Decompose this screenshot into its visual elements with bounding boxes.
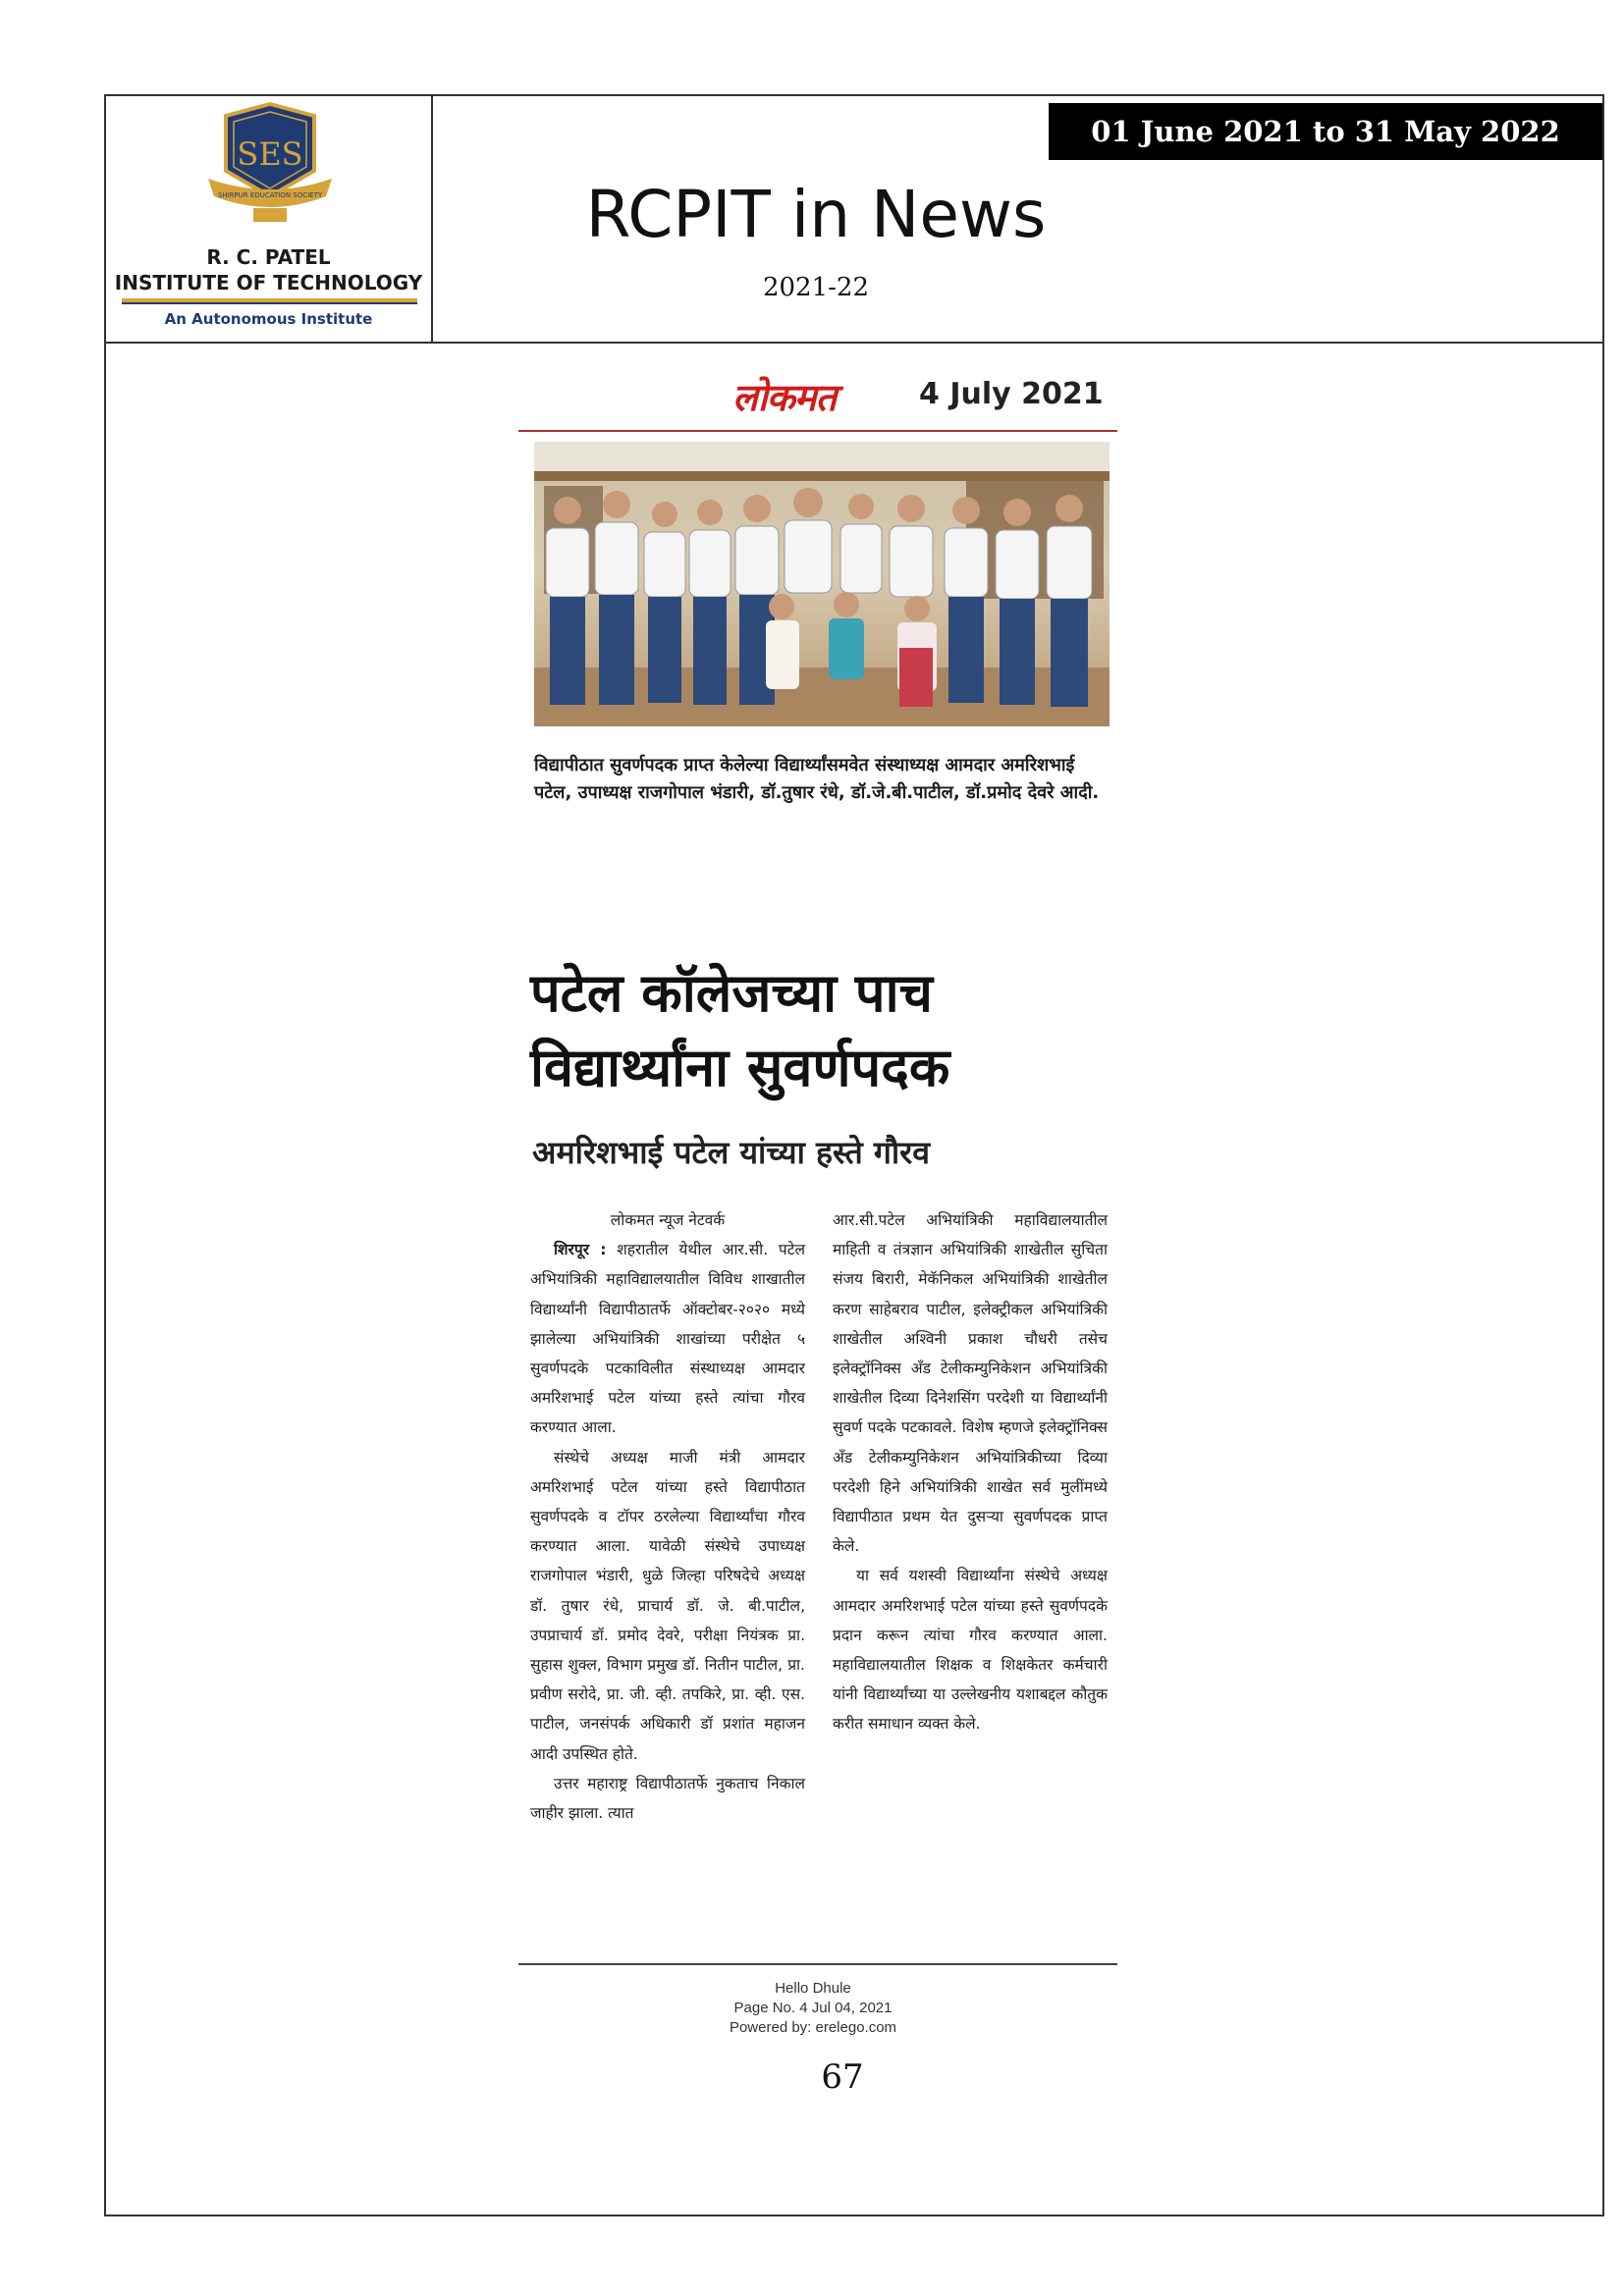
logo-line-2: INSTITUTE OF TECHNOLOGY bbox=[114, 271, 423, 294]
clipping-bottom-rule bbox=[518, 1963, 1117, 1965]
article-column-right bbox=[833, 1205, 1108, 1739]
header bbox=[106, 96, 1602, 344]
group-photo-illustration bbox=[534, 442, 1110, 726]
article-subhead: अमरिशभाई पटेल यांच्या हस्ते गौरव bbox=[532, 1134, 931, 1171]
article-paragraph: शहरातील येथील आर.सी. पटेल अभियांत्रिकी महाविद्यालयातील विविध शाखातील विद्यार्थ्यांनी विद्यापीठातर्फे ऑक्टोबर-२०२० मध्ये झालेल्या अभियांत्रिकी शाखांच्या परीक्षेत ५ सुवर्णपदके पटकाविलीत संस्थाध्यक्ष आमदार अमरिशभाई पटेल यांच्या हस्ते त्यांचा गौरव करण्यात आला. bbox=[530, 1241, 805, 1437]
newspaper-masthead: लोकमत bbox=[732, 376, 837, 419]
newspaper-date: 4 July 2021 bbox=[919, 377, 1104, 411]
article-paragraph: आर.सी.पटेल अभियांत्रिकी महाविद्यालयातील माहिती व तंत्रज्ञान अभियांत्रिकी शाखेतील सुचिता संजय बिरारी, मेकॅनिकल अभियांत्रिकी शाखेतील करण साहेबराव पाटील, इलेक्ट्रीकल अभियांत्रिकी शाखेतील अश्विनी प्रकाश चौधरी तसेच इलेक्ट्रॉनिक्स अँड टेलीकम्युनिकेशन अभियांत्रिकी शाखेतील दिव्या दिनेशसिंग परदेशी या विद्यार्थ्यांनी सुवर्ण पदके पटकावले. विशेष म्हणजे इलेक्ट्रॉनिक्स अँड टेलीकम्युनिकेशन अभियांत्रिकीच्या दिव्या परदेशी हिने अभियांत्रिकी शाखेत सर्व मुलींमध्ये विद्यापीठात प्रथम येत दुसऱ्या सुवर्णपदक प्राप्त केले. bbox=[833, 1211, 1108, 1556]
article-paragraph: संस्थेचे अध्यक्ष माजी मंत्री आमदार अमरिशभाई पटेल यांच्या हस्ते विद्यापीठात सुवर्णपदके व टॉपर ठरलेल्या विद्यार्थ्यांचा गौरव करण्यात आला. यावेळी संस्थेचे उपाध्यक्ष राजगोपाल भंडारी, धुळे जिल्हा परिषदेचे अध्यक्ष डॉ. तुषार रंधे, प्राचार्य डॉ. जे. बी.पाटील, उपप्राचार्य डॉ. प्रमोद देवरे, परीक्षा नियंत्रक प्रा. सुहास शुक्ल, विभाग प्रमुख डॉ. नितीन पाटील, प्रा. प्रवीण सरोदे, प्रा. जी. व्ही. तपकिरे, प्रा. व्ही. एस. पाटील, जनसंपर्क अधिकारी डॉ प्रशांत महाजन आदी उपस्थित होते. bbox=[530, 1448, 805, 1763]
logo-divider-navy bbox=[122, 302, 417, 304]
credit-edition: Hello Dhule bbox=[775, 1980, 851, 1997]
article-column-left bbox=[530, 1205, 805, 1828]
logo-line-1: R. C. PATEL bbox=[206, 245, 331, 269]
credit-page: Page No. 4 Jul 04, 2021 bbox=[733, 2000, 893, 2016]
masthead-rule bbox=[518, 430, 1117, 432]
clipping-credits bbox=[666, 1979, 960, 2038]
dateline-place: शिरपूर : bbox=[554, 1241, 607, 1259]
page-subtitle: 2021-22 bbox=[762, 273, 870, 302]
credit-powered: Powered by: erelego.com bbox=[729, 2019, 897, 2036]
photo-caption: विद्यापीठात सुवर्णपदक प्राप्त केलेल्या विद्यार्थ्यांसमवेत संस्थाध्यक्ष आमदार अमरिशभाई पटेल, उपाध्यक्ष राजगोपाल भंडारी, डॉ.तुषार रंधे, डॉ.जे.बी.पाटील, डॉ.प्रमोद देवरे आदी. bbox=[534, 755, 1100, 803]
page-number: 67 bbox=[821, 2057, 864, 2097]
logo-line-3: An Autonomous Institute bbox=[164, 310, 373, 328]
institute-logo bbox=[106, 96, 433, 342]
emblem-ribbon-text: SHIRPUR EDUCATION SOCIETY bbox=[217, 191, 323, 199]
ses-emblem-icon bbox=[196, 102, 344, 235]
article-paragraph: या सर्व यशस्वी विद्यार्थ्यांना संस्थेचे अध्यक्ष आमदार अमरिशभाई पटेल यांच्या हस्ते सुवर्णपदके प्रदान करून त्यांचा गौरव करण्यात आला. महाविद्यालयातील शिक्षक व शिक्षकेतर कर्मचारी यांनी विद्यार्थ्यांच्या या उल्लेखनीय यशाबद्दल कौतुक करीत समाधान व्यक्त केले. bbox=[833, 1567, 1108, 1734]
article-byline: लोकमत न्यूज नेटवर्क bbox=[610, 1211, 726, 1229]
newspaper-clipping bbox=[518, 359, 1137, 2038]
news-photo bbox=[534, 442, 1110, 726]
page-title: RCPIT in News bbox=[585, 177, 1047, 252]
date-range-banner: 01 June 2021 to 31 May 2022 bbox=[1049, 103, 1602, 160]
page-frame bbox=[104, 94, 1604, 2216]
article-paragraph: उत्तर महाराष्ट्र विद्यापीठातर्फे नुकताच निकाल जाहीर झाला. त्यात bbox=[530, 1774, 805, 1823]
emblem-text: SES bbox=[237, 135, 303, 173]
article-headline: पटेल कॉलेजच्या पाच विद्यार्थ्यांना सुवर्णपदक bbox=[530, 962, 950, 1098]
